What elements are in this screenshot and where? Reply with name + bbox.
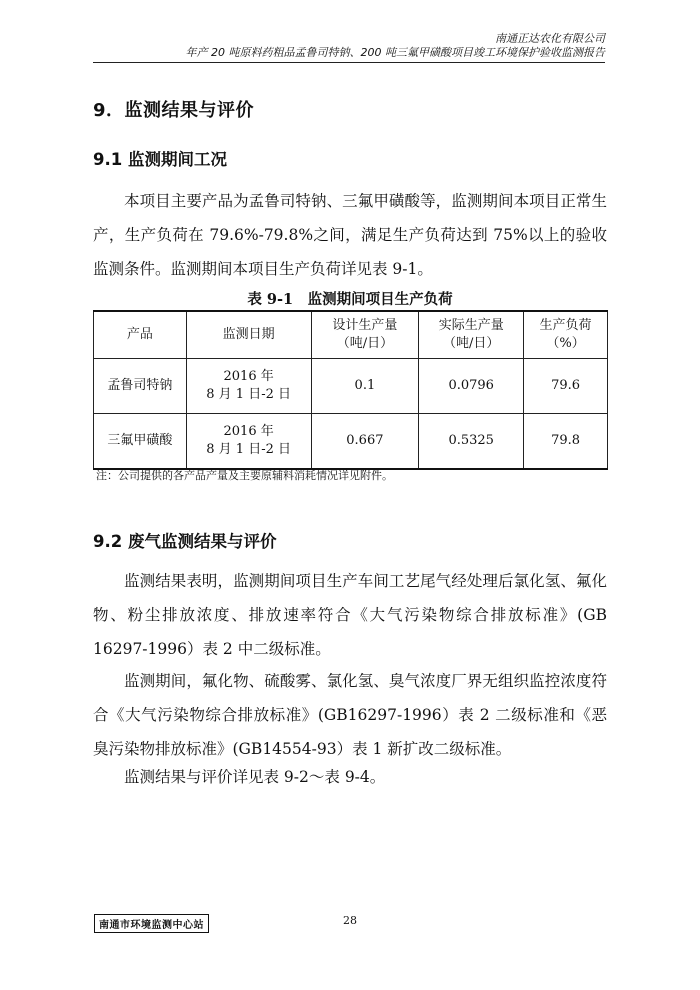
section-9-2-paragraph-3: 监测结果与评价详见表 9-2～表 9-4。 (124, 768, 386, 786)
table-header-cell: 设计生产量 （吨/日） (311, 311, 419, 359)
table-row (94, 359, 608, 414)
cell-design: 0.667 (311, 414, 419, 470)
section-9-2-heading: 9.2 废气监测结果与评价 (93, 532, 277, 551)
monitoring-station-label: 南通市环境监测中心站 (94, 914, 209, 933)
section-9-2-paragraph-2: 监测期间，氟化物、硫酸雾、氯化氢、臭气浓度厂界无组织监控浓度符合《大气污染物综合排放标准》(GB16297-1996）表 2 二级标准和《恶臭污染物排放标准》(GB14554-93）表 1 新扩改二级标准。 (93, 672, 607, 758)
header-company: 南通正达农化有限公司 (495, 32, 605, 45)
table-header-row (94, 311, 608, 359)
table-header-cell: 实际生产量 （吨/日） (419, 311, 524, 359)
table-header-cell: 生产负荷 （%） (524, 311, 608, 359)
table-row (94, 414, 608, 470)
table-header-cell: 产品 (94, 311, 187, 359)
header-report-title: 年产 20 吨原料药粗品孟鲁司特钠、200 吨三氟甲磺酸项目竣工环境保护验收监测报告 (185, 46, 605, 59)
table-9-1 (93, 310, 608, 470)
cell-load: 79.6 (524, 359, 608, 414)
section-9-2-paragraph-1: 监测结果表明，监测期间项目生产车间工艺尾气经处理后氯化氢、氟化物、粉尘排放浓度、排放速率符合《大气污染物综合排放标准》(GB 16297-1996）表 2 中二级标准。 (93, 572, 607, 658)
section-9-1-paragraph: 本项目主要产品为孟鲁司特钠、三氟甲磺酸等，监测期间本项目正常生产，生产负荷在 79.6%-79.8%之间，满足生产负荷达到 75%以上的验收监测条件。监测期间本项目生产负荷详见表 9-1。 (93, 192, 607, 278)
cell-actual: 0.0796 (419, 359, 524, 414)
cell-load: 79.8 (524, 414, 608, 470)
cell-product: 三氟甲磺酸 (94, 414, 187, 470)
page-number: 28 (343, 914, 357, 927)
section-9-heading: 9．监测结果与评价 (93, 100, 255, 121)
header-rule (93, 62, 605, 63)
table-9-1-caption: 表 9-1 监测期间项目生产负荷 (247, 291, 453, 308)
cell-date: 2016 年 8 月 1 日-2 日 (186, 359, 311, 414)
cell-date: 2016 年 8 月 1 日-2 日 (186, 414, 311, 470)
cell-actual: 0.5325 (419, 414, 524, 470)
section-9-1-heading: 9.1 监测期间工况 (93, 150, 227, 169)
cell-design: 0.1 (311, 359, 419, 414)
table-note: 注：公司提供的各产品产量及主要原辅料消耗情况详见附件。 (96, 469, 393, 482)
page-header (93, 32, 605, 63)
table-header-cell: 监测日期 (186, 311, 311, 359)
cell-product: 孟鲁司特钠 (94, 359, 187, 414)
